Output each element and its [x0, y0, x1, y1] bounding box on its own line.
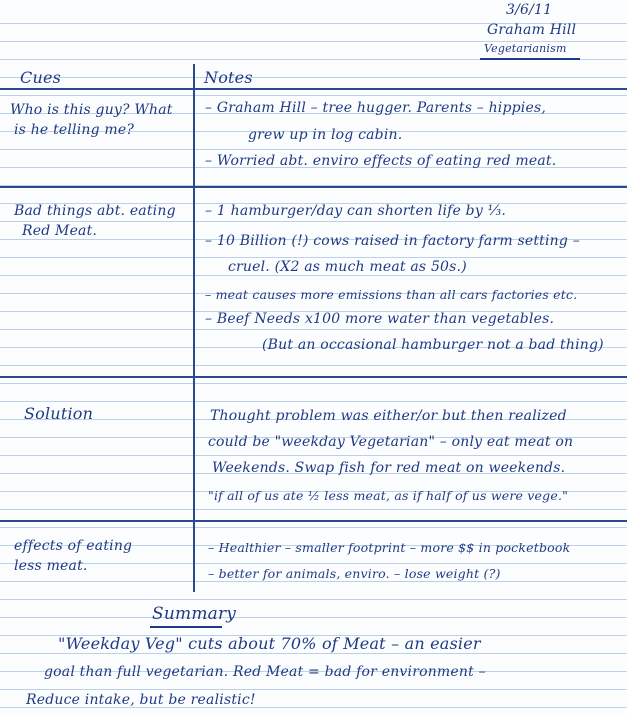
note-line: – Healthier – smaller footprint – more $$ in pocketbook: [208, 540, 571, 555]
summary-title: Summary: [152, 604, 237, 624]
cues-column-header: Cues: [20, 68, 62, 87]
note-line: Thought problem was either/or but then realized: [210, 408, 567, 424]
note-line: (But an occasional hamburger not a bad thing): [262, 337, 604, 353]
note-line: Weekends. Swap fish for red meat on weekends.: [212, 460, 566, 476]
notes-column-header: Notes: [204, 68, 253, 87]
note-line: – Beef Needs x100 more water than vegetables.: [205, 311, 555, 327]
header-date: 3/6/11: [506, 2, 553, 18]
section-divider: [0, 186, 627, 188]
summary-line: "Weekday Veg" cuts about 70% of Meat – an easier: [58, 634, 481, 653]
header-name: Graham Hill: [487, 22, 577, 38]
note-line: "if all of us ate ½ less meat, as if half of us were vege.": [208, 488, 569, 503]
section-divider: [0, 376, 627, 378]
header-topic: Vegetarianism: [484, 42, 567, 55]
note-line: cruel. (X2 as much meat as 50s.): [228, 259, 467, 275]
cue-text: effects of eating: [14, 538, 133, 554]
cue-text: Red Meat.: [22, 223, 98, 239]
note-line: – 10 Billion (!) cows raised in factory farm setting –: [205, 233, 580, 249]
note-line: – 1 hamburger/day can shorten life by ⅓.: [205, 203, 507, 219]
cue-text: is he telling me?: [14, 122, 135, 138]
cue-text: Who is this guy? What: [10, 102, 173, 118]
note-line: – better for animals, enviro. – lose weight (?): [208, 566, 501, 581]
note-line: could be "weekday Vegetarian" – only eat meat on: [208, 434, 574, 450]
note-line: – Worried abt. enviro effects of eating red meat.: [205, 153, 557, 169]
note-line: – Graham Hill – tree hugger. Parents – hippies,: [205, 100, 546, 116]
summary-line: goal than full vegetarian. Red Meat = bad for environment –: [44, 664, 486, 680]
cue-text: Bad things abt. eating: [14, 203, 176, 219]
cue-text: less meat.: [14, 558, 88, 574]
header-rule: [0, 88, 627, 90]
summary-line: Reduce intake, but be realistic!: [26, 692, 256, 708]
note-line: grew up in log cabin.: [248, 127, 403, 143]
cue-divider-line: [193, 64, 195, 592]
section-divider: [0, 520, 627, 522]
cue-text: Solution: [24, 404, 94, 423]
header-underline: [480, 58, 580, 60]
summary-underline: [150, 626, 222, 628]
note-line: – meat causes more emissions than all cars factories etc.: [205, 287, 578, 302]
